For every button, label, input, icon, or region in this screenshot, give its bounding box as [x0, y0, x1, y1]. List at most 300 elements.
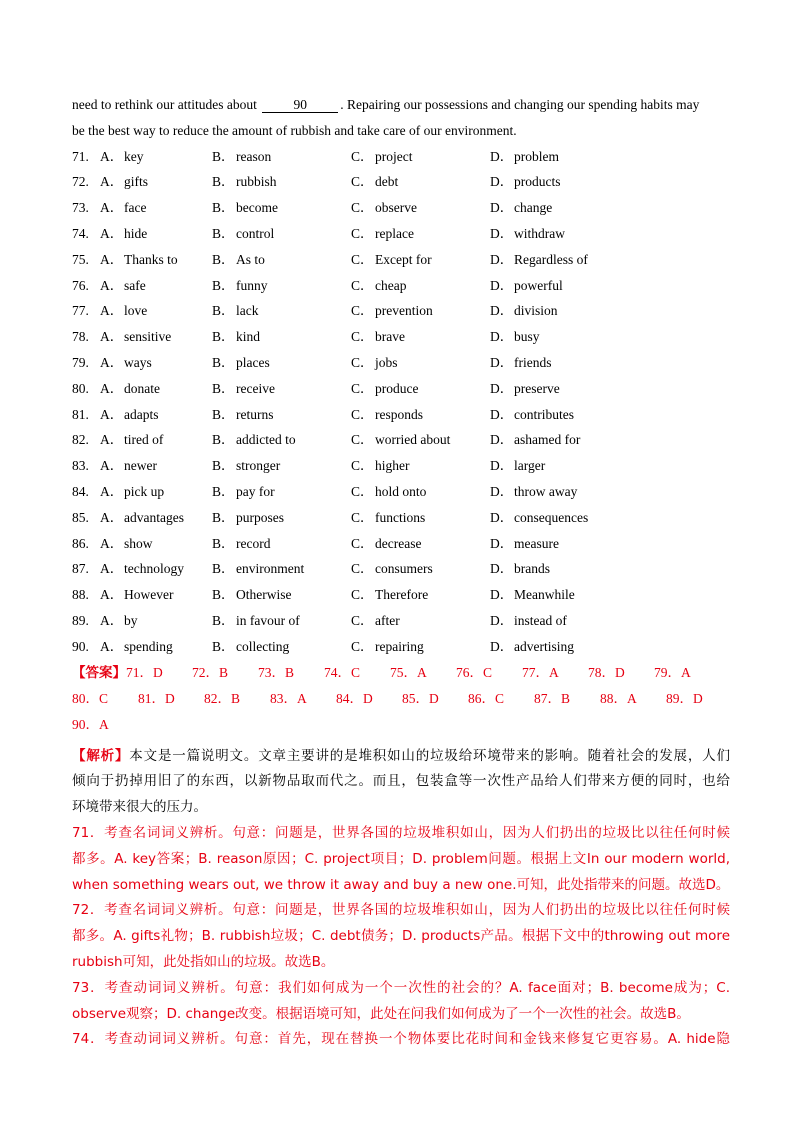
- answer-row-2: [72, 686, 730, 712]
- option-letter: B．: [212, 200, 235, 216]
- option-text: debt: [375, 174, 399, 190]
- option-text: Regardless of: [514, 251, 588, 267]
- option-c: [351, 608, 490, 634]
- option-text: hold onto: [375, 483, 427, 499]
- option-letter: D．: [490, 148, 514, 164]
- option-b: [212, 608, 351, 634]
- option-letter: D．: [490, 483, 514, 499]
- question-number: 81.: [72, 406, 89, 422]
- question-number: 75.: [72, 251, 89, 267]
- option-letter: C．: [351, 587, 374, 603]
- option-text: become: [236, 200, 278, 216]
- option-d: [490, 453, 670, 479]
- option-letter: C．: [351, 380, 374, 396]
- option-b: [212, 350, 351, 376]
- answer-row-3: [72, 712, 730, 738]
- option-letter: D．: [490, 535, 514, 551]
- option-letter: C．: [351, 303, 374, 319]
- explanation-line: 72．考查名词词义辨析。句意：问题是，世界各国的垃圾堆积如山，因为人们扔出的垃圾比以往任何时候: [72, 902, 730, 919]
- option-text: spending: [124, 638, 173, 654]
- option-letter: B．: [212, 277, 235, 293]
- option-a: [100, 169, 212, 195]
- question-number: 76.: [72, 277, 89, 293]
- option-a: [100, 634, 212, 660]
- option-a: [100, 221, 212, 247]
- option-d: [490, 608, 670, 634]
- answer-item: 77．A: [522, 664, 559, 680]
- option-text: donate: [124, 380, 160, 396]
- option-b: [212, 221, 351, 247]
- option-text: higher: [375, 458, 410, 474]
- option-text: reason: [236, 148, 272, 164]
- option-c: [351, 556, 490, 582]
- answer-item: 82．B: [204, 690, 241, 706]
- option-letter: D．: [490, 277, 514, 293]
- option-c: [351, 324, 490, 350]
- option-b: [212, 195, 351, 221]
- option-letter: A．: [100, 612, 124, 628]
- analysis-line-3: 环境带来很大的压力。: [72, 799, 207, 816]
- option-a: [100, 144, 212, 170]
- option-text: replace: [375, 225, 414, 241]
- option-text: safe: [124, 277, 146, 293]
- option-letter: A．: [100, 277, 124, 293]
- question-row: [72, 350, 730, 376]
- question-row: [72, 402, 730, 428]
- option-c: [351, 298, 490, 324]
- question-number: 72.: [72, 174, 89, 190]
- option-letter: C．: [351, 200, 374, 216]
- option-letter: A．: [100, 483, 124, 499]
- option-text: contributes: [514, 406, 574, 422]
- option-a: [100, 608, 212, 634]
- option-c: [351, 634, 490, 660]
- option-text: powerful: [514, 277, 563, 293]
- option-a: [100, 350, 212, 376]
- option-letter: B．: [212, 509, 235, 525]
- option-d: [490, 531, 670, 557]
- question-row: [72, 556, 730, 582]
- option-text: division: [514, 303, 558, 319]
- option-text: love: [124, 303, 148, 319]
- option-a: [100, 376, 212, 402]
- option-d: [490, 402, 670, 428]
- option-c: [351, 479, 490, 505]
- option-letter: B．: [212, 380, 235, 396]
- document-page: [72, 92, 730, 1053]
- option-d: [490, 298, 670, 324]
- option-c: [351, 169, 490, 195]
- option-text: Meanwhile: [514, 587, 575, 603]
- question-row: [72, 169, 730, 195]
- question-number: 90.: [72, 638, 89, 654]
- option-text: Therefore: [375, 587, 429, 603]
- option-letter: A．: [100, 148, 124, 164]
- option-letter: B．: [212, 225, 235, 241]
- option-letter: B．: [212, 638, 235, 654]
- answer-item: 72．B: [192, 664, 229, 680]
- option-d: [490, 556, 670, 582]
- option-d: [490, 479, 670, 505]
- option-text: purposes: [236, 509, 284, 525]
- option-text: kind: [236, 329, 261, 345]
- answer-item: 84．D: [336, 690, 373, 706]
- question-number: 82.: [72, 432, 89, 448]
- question-row: [72, 195, 730, 221]
- option-letter: A．: [100, 380, 124, 396]
- option-letter: D．: [490, 329, 514, 345]
- option-letter: A．: [100, 174, 124, 190]
- option-b: [212, 402, 351, 428]
- option-a: [100, 195, 212, 221]
- question-row: [72, 144, 730, 170]
- question-number: 77.: [72, 303, 89, 319]
- option-text: stronger: [236, 458, 281, 474]
- option-b: [212, 144, 351, 170]
- explanation-line: 都多。A. gifts礼物；B. rubbish垃圾；C. debt债务；D. products产品。根据下文中的throwing out more: [72, 928, 730, 945]
- option-text: measure: [514, 535, 559, 551]
- question-number: 84.: [72, 483, 89, 499]
- passage-text: . Repairing our possessions and changing our spending habits may: [340, 97, 700, 112]
- question-row: [72, 376, 730, 402]
- option-letter: A．: [100, 587, 124, 603]
- option-text: after: [375, 612, 400, 628]
- option-text: addicted to: [236, 432, 296, 448]
- option-a: [100, 479, 212, 505]
- option-letter: C．: [351, 174, 374, 190]
- option-text: control: [236, 225, 275, 241]
- question-row: [72, 324, 730, 350]
- option-b: [212, 376, 351, 402]
- option-letter: B．: [212, 458, 235, 474]
- question-row: [72, 634, 730, 660]
- option-b: [212, 531, 351, 557]
- analysis-line-2: 倾向于扔掉用旧了的东西，以新物品取而代之。而且，包装盒等一次性产品给人们带来方便的同时，也给: [72, 773, 730, 790]
- question-number: 79.: [72, 354, 89, 370]
- option-text: technology: [124, 561, 184, 577]
- option-letter: A．: [100, 200, 124, 216]
- question-number: 78.: [72, 329, 89, 345]
- option-letter: B．: [212, 303, 235, 319]
- option-text: pick up: [124, 483, 165, 499]
- option-text: advantages: [124, 509, 184, 525]
- question-number: 83.: [72, 458, 89, 474]
- analysis-label: 【解析】: [72, 747, 130, 764]
- question-row: [72, 608, 730, 634]
- option-letter: C．: [351, 277, 374, 293]
- option-d: [490, 144, 670, 170]
- explanation-line: 73．考查动词词义辨析。句意：我们如何成为一个一次性的社会的？A. face面对；B. become成为；C.: [72, 979, 730, 996]
- explanation-line: rubbish可知，此处指如山的垃圾。故选B。: [72, 953, 335, 970]
- option-text: ways: [124, 354, 152, 370]
- option-text: face: [124, 200, 147, 216]
- option-text: observe: [375, 200, 417, 216]
- option-b: [212, 427, 351, 453]
- option-b: [212, 582, 351, 608]
- option-letter: D．: [490, 458, 514, 474]
- option-text: preserve: [514, 380, 560, 396]
- option-text: friends: [514, 354, 552, 370]
- option-text: gifts: [124, 174, 149, 190]
- question-row: [72, 427, 730, 453]
- option-text: collecting: [236, 638, 290, 654]
- option-b: [212, 324, 351, 350]
- question-number: 89.: [72, 612, 89, 628]
- answer-item: 76．C: [456, 664, 493, 680]
- option-text: rubbish: [236, 174, 277, 190]
- option-text: by: [124, 612, 138, 628]
- question-row: [72, 582, 730, 608]
- option-letter: B．: [212, 174, 235, 190]
- option-text: funny: [236, 277, 268, 293]
- option-text: cheap: [375, 277, 407, 293]
- option-text: responds: [375, 406, 423, 422]
- question-row: [72, 505, 730, 531]
- blank-90: 90: [262, 97, 338, 113]
- option-letter: C．: [351, 329, 374, 345]
- option-letter: A．: [100, 406, 124, 422]
- option-a: [100, 505, 212, 531]
- analysis-block: [72, 744, 730, 821]
- answer-item: 71．D: [126, 664, 163, 680]
- answer-item: 75．A: [390, 664, 427, 680]
- option-d: [490, 195, 670, 221]
- option-letter: C．: [351, 483, 374, 499]
- option-text: environment: [236, 561, 305, 577]
- question-number: 87.: [72, 561, 89, 577]
- option-b: [212, 169, 351, 195]
- option-text: brave: [375, 329, 405, 345]
- option-letter: D．: [490, 638, 514, 654]
- option-letter: C．: [351, 148, 374, 164]
- option-text: returns: [236, 406, 274, 422]
- option-letter: A．: [100, 303, 124, 319]
- answer-item: 85．D: [402, 690, 439, 706]
- explanation-line: 74．考查动词词义辨析。句意：首先，现在替换一个物体要比花时间和金钱来修复它更容易。A. hide隐: [72, 1031, 730, 1048]
- answer-item: 89．D: [666, 690, 703, 706]
- answer-label: 【答案】: [72, 664, 126, 681]
- option-letter: B．: [212, 483, 235, 499]
- option-text: ashamed for: [514, 432, 581, 448]
- option-text: However: [124, 587, 174, 603]
- explanation-line: observe观察；D. change改变。根据语境可知，此处在问我们如何成为了一个一次性的社会。故选B。: [72, 1005, 690, 1022]
- option-letter: B．: [212, 587, 235, 603]
- option-letter: D．: [490, 561, 514, 577]
- option-a: [100, 453, 212, 479]
- option-letter: D．: [490, 225, 514, 241]
- option-c: [351, 195, 490, 221]
- question-list: [72, 144, 730, 660]
- passage-text: need to rethink our attitudes about: [72, 97, 257, 112]
- option-letter: D．: [490, 200, 514, 216]
- option-c: [351, 376, 490, 402]
- answer-item: 74．C: [324, 664, 361, 680]
- option-text: As to: [236, 251, 265, 267]
- option-text: produce: [375, 380, 419, 396]
- option-letter: D．: [490, 354, 514, 370]
- option-d: [490, 582, 670, 608]
- option-text: record: [236, 535, 271, 551]
- option-c: [351, 505, 490, 531]
- option-letter: B．: [212, 535, 235, 551]
- option-b: [212, 453, 351, 479]
- option-a: [100, 582, 212, 608]
- answer-item: 81．D: [138, 690, 175, 706]
- option-letter: D．: [490, 406, 514, 422]
- answer-item: 78．D: [588, 664, 625, 680]
- option-letter: C．: [351, 535, 374, 551]
- question-number: 85.: [72, 509, 89, 525]
- option-d: [490, 376, 670, 402]
- option-c: [351, 531, 490, 557]
- explanations: [72, 821, 730, 1053]
- option-c: [351, 247, 490, 273]
- option-c: [351, 582, 490, 608]
- option-letter: A．: [100, 329, 124, 345]
- option-letter: A．: [100, 432, 124, 448]
- option-text: in favour of: [236, 612, 300, 628]
- option-letter: D．: [490, 174, 514, 190]
- option-a: [100, 531, 212, 557]
- option-text: larger: [514, 458, 546, 474]
- option-letter: A．: [100, 509, 124, 525]
- option-letter: C．: [351, 561, 374, 577]
- option-letter: B．: [212, 148, 235, 164]
- answer-item: 73．B: [258, 664, 295, 680]
- option-a: [100, 324, 212, 350]
- option-d: [490, 324, 670, 350]
- option-letter: C．: [351, 432, 374, 448]
- option-text: consequences: [514, 509, 589, 525]
- option-letter: C．: [351, 354, 374, 370]
- option-letter: B．: [212, 354, 235, 370]
- option-text: change: [514, 200, 553, 216]
- option-letter: C．: [351, 509, 374, 525]
- explanation-line: 71．考查名词词义辨析。句意：问题是，世界各国的垃圾堆积如山，因为人们扔出的垃圾比以往任何时候: [72, 824, 730, 841]
- option-b: [212, 479, 351, 505]
- option-text: receive: [236, 380, 275, 396]
- option-text: busy: [514, 329, 540, 345]
- option-text: Except for: [375, 251, 432, 267]
- question-number: 74.: [72, 225, 89, 241]
- option-d: [490, 350, 670, 376]
- option-letter: A．: [100, 561, 124, 577]
- option-text: project: [375, 148, 413, 164]
- option-text: worried about: [375, 432, 451, 448]
- option-text: problem: [514, 148, 559, 164]
- option-letter: C．: [351, 638, 374, 654]
- option-d: [490, 427, 670, 453]
- option-d: [490, 505, 670, 531]
- option-letter: D．: [490, 587, 514, 603]
- option-text: brands: [514, 561, 550, 577]
- option-text: pay for: [236, 483, 275, 499]
- option-letter: D．: [490, 509, 514, 525]
- option-c: [351, 273, 490, 299]
- option-text: show: [124, 535, 153, 551]
- question-number: 88.: [72, 587, 89, 603]
- option-a: [100, 427, 212, 453]
- option-c: [351, 350, 490, 376]
- option-a: [100, 247, 212, 273]
- option-text: jobs: [375, 354, 398, 370]
- option-text: tired of: [124, 432, 164, 448]
- question-number: 71.: [72, 148, 89, 164]
- question-row: [72, 221, 730, 247]
- option-text: sensitive: [124, 329, 172, 345]
- option-text: products: [514, 174, 561, 190]
- option-b: [212, 247, 351, 273]
- option-c: [351, 402, 490, 428]
- option-letter: A．: [100, 225, 124, 241]
- option-text: newer: [124, 458, 157, 474]
- option-d: [490, 247, 670, 273]
- option-letter: B．: [212, 329, 235, 345]
- option-a: [100, 273, 212, 299]
- option-c: [351, 427, 490, 453]
- answer-row-1: [72, 660, 730, 686]
- option-c: [351, 453, 490, 479]
- option-letter: C．: [351, 612, 374, 628]
- option-letter: D．: [490, 432, 514, 448]
- option-text: prevention: [375, 303, 433, 319]
- option-text: hide: [124, 225, 148, 241]
- question-number: 86.: [72, 535, 89, 551]
- answer-item: 80．C: [72, 690, 109, 706]
- option-b: [212, 298, 351, 324]
- option-c: [351, 144, 490, 170]
- option-text: key: [124, 148, 144, 164]
- explanation-line: when something wears out, we throw it away and buy a new one.可知，此处指带来的问题。故选D。: [72, 876, 730, 893]
- option-text: instead of: [514, 612, 567, 628]
- option-text: consumers: [375, 561, 433, 577]
- option-b: [212, 634, 351, 660]
- option-b: [212, 505, 351, 531]
- option-letter: C．: [351, 458, 374, 474]
- option-d: [490, 221, 670, 247]
- option-letter: A．: [100, 535, 124, 551]
- option-a: [100, 556, 212, 582]
- option-text: repairing: [375, 638, 424, 654]
- passage-line-1: [72, 92, 730, 118]
- option-letter: A．: [100, 638, 124, 654]
- option-b: [212, 556, 351, 582]
- option-letter: D．: [490, 303, 514, 319]
- explanation-line: 都多。A. key答案；B. reason原因；C. project项目；D. problem问题。根据上文In our modern world,: [72, 850, 730, 867]
- option-b: [212, 273, 351, 299]
- option-text: Thanks to: [124, 251, 178, 267]
- option-text: places: [236, 354, 270, 370]
- option-letter: A．: [100, 251, 124, 267]
- option-c: [351, 221, 490, 247]
- question-row: [72, 531, 730, 557]
- question-row: [72, 298, 730, 324]
- answer-item: 79．A: [654, 664, 691, 680]
- analysis-line-1: 【解析】本文是一篇说明文。文章主要讲的是堆积如山的垃圾给环境带来的影响。随着社会的发展，人们: [72, 747, 731, 764]
- question-number: 80.: [72, 380, 89, 396]
- option-d: [490, 169, 670, 195]
- option-text: functions: [375, 509, 426, 525]
- option-letter: C．: [351, 251, 374, 267]
- answer-item: 87．B: [534, 690, 571, 706]
- option-letter: A．: [100, 354, 124, 370]
- question-number: 73.: [72, 200, 89, 216]
- question-row: [72, 479, 730, 505]
- passage-line-2: be the best way to reduce the amount of rubbish and take care of our environment.: [72, 122, 517, 138]
- option-a: [100, 298, 212, 324]
- option-letter: D．: [490, 380, 514, 396]
- option-letter: D．: [490, 612, 514, 628]
